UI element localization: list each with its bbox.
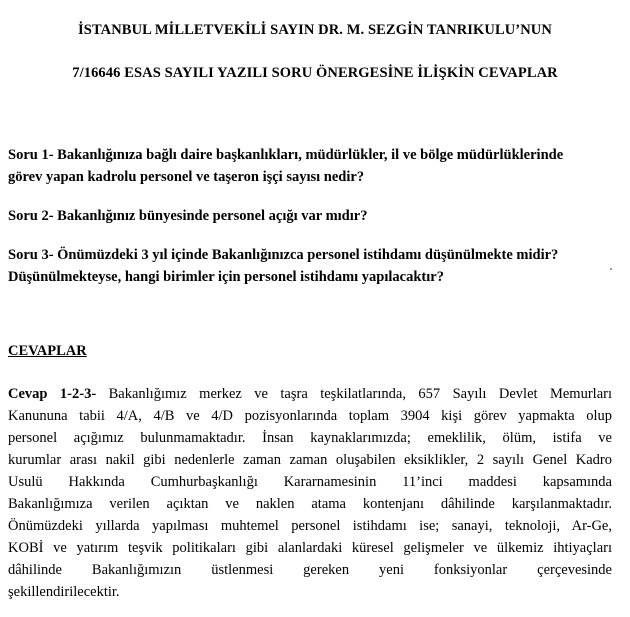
answer-line-1-text: Bakanlığımız merkez ve taşra teşkilatlarında, 657 Sayılı Devlet Memurları [96,386,612,402]
answer-line-4: kurumlar arası nakil gibi nedenlerle zaman zaman oluşabilen eksiklikler, 2 sayılı Genel Kadro [8,452,612,468]
answer-line-1 [8,383,612,405]
question-1-line-2: görev yapan kadrolu personel ve taşeron işçi sayısı nedir? [8,169,365,185]
question-3-line-1: Soru 3- Önümüzdeki 3 yıl içinde Bakanlığınızca personel istihdamı düşünülmekte midir? [8,247,559,263]
answer-line-9: dâhilinde Bakanlığımızın üstlenmesi gereken yeni fonksiyonlar çerçevesinde [8,562,612,578]
answer-line-3: personel açığımız bulunmamaktadır. İnsan kaynaklarımızda; emeklilik, ölüm, istifa ve [8,430,612,446]
question-3-line-2: Düşünülmekteyse, hangi birimler için personel istihdamı yapılacaktır? [8,269,444,285]
question-1 [8,144,618,188]
document-title-line-2: 7/16646 ESAS SAYILI YAZILI SORU ÖNERGESİNE İLİŞKİN CEVAPLAR [72,65,558,81]
answers-heading: CEVAPLAR [8,343,87,359]
question-3 [8,244,618,288]
scan-speck [610,268,612,270]
document-title-line-1: İSTANBUL MİLLETVEKİLİ SAYIN DR. M. SEZGİN TANRIKULU’NUN [78,22,552,38]
answer-line-6: Bakanlığımıza verilen açıktan ve naklen atama kontenjanı dâhilinde karşılanmaktadır. [8,496,612,512]
answer-label: Cevap 1-2-3- [8,386,97,402]
answer-line-8: KOBİ ve yatırım teşvik politikaları gibi alanlardaki küresel gelişmeler ve ülkemiz ihtiyaçları [8,540,612,556]
question-1-line-1: Soru 1- Bakanlığınıza bağlı daire başkanlıkları, müdürlükler, il ve bölge müdürlüklerinde [8,147,564,163]
question-2-line-1: Soru 2- Bakanlığınız bünyesinde personel açığı var mıdır? [8,208,368,224]
question-2 [8,205,618,227]
answer-line-7: Önümüzdeki yıllarda yapılması muhtemel personel istihdamı ise; sanayi, teknoloji, Ar-Ge, [8,518,612,534]
answer-paragraph [8,383,612,603]
answer-line-10: şekillendirilecektir. [8,584,120,600]
answer-line-2: Kanununa tabii 4/A, 4/B ve 4/D pozisyonlarında toplam 3904 kişi görev yapmakta olup [8,408,612,424]
answer-line-5: Usulü Hakkında Cumhurbaşkanlığı Kararnamesinin 11’inci maddesi kapsamında [8,474,612,490]
